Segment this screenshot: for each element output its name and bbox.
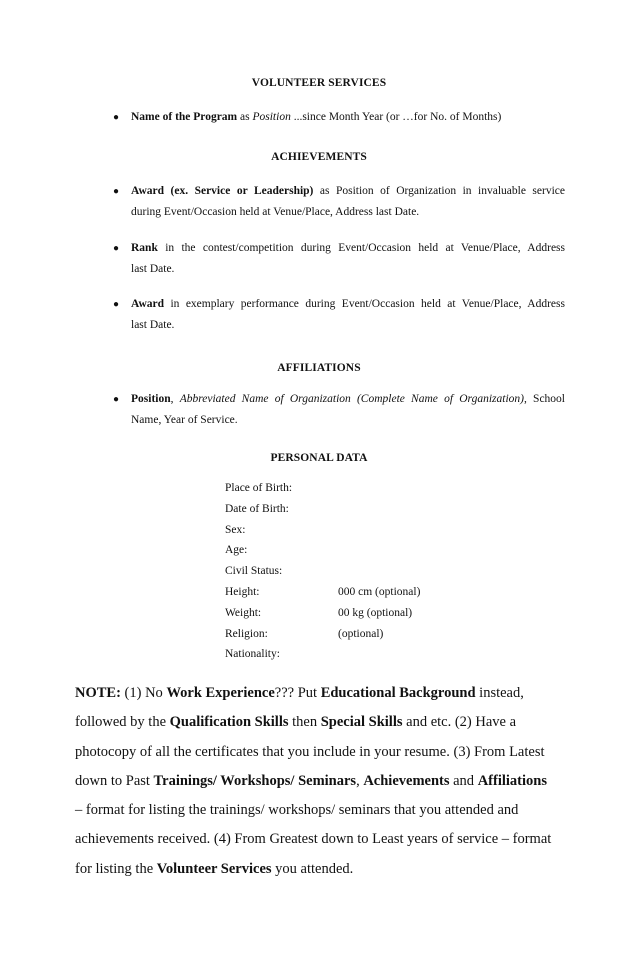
- note-text: for listing the: [75, 860, 157, 877]
- bullet-icon: ●: [113, 112, 120, 123]
- note-text: and etc. (2) Have a: [402, 714, 517, 731]
- personal-data-value: 000 cm (optional): [338, 585, 421, 598]
- note-text: then: [288, 714, 321, 731]
- achievement-title: Rank: [131, 242, 158, 254]
- note-text: and: [449, 772, 478, 789]
- affiliation-item: [113, 389, 565, 431]
- note-text: achievements received. (4) From Greatest down to Least years of service – format: [75, 831, 552, 848]
- note-text: you attended.: [271, 860, 354, 877]
- note-label: NOTE:: [75, 685, 121, 701]
- personal-data-heading: PERSONAL DATA: [270, 452, 368, 464]
- note-bold: Educational Background: [320, 685, 476, 701]
- personal-data-row: [225, 478, 525, 499]
- volunteer-item: [113, 107, 565, 128]
- affiliation-line2: Name, Year of Service.: [131, 414, 238, 426]
- volunteer-text-1: as: [237, 111, 253, 123]
- affiliation-comma: ,: [170, 393, 180, 405]
- note-text: followed by the: [75, 714, 170, 731]
- note-text: – format for listing the trainings/ workshops/ seminars that you attended and: [75, 802, 519, 819]
- personal-data-list: [225, 478, 525, 665]
- volunteer-item-text: [131, 107, 565, 128]
- achievement-title: Award (ex. Service or Leadership): [131, 185, 314, 197]
- personal-data-row: [225, 520, 525, 541]
- personal-data-row: [225, 582, 525, 603]
- personal-data-row: [225, 561, 525, 582]
- personal-data-row: [225, 624, 525, 645]
- personal-data-row: [225, 603, 525, 624]
- personal-data-value: 00 kg (optional): [338, 606, 413, 619]
- achievement-item: [113, 181, 565, 223]
- note-paragraph: [75, 679, 563, 884]
- achievement-line1: in exemplary performance during Event/Occasion held at Venue/Place, Address: [164, 298, 565, 310]
- volunteer-services-heading: VOLUNTEER SERVICES: [251, 77, 387, 89]
- achievements-heading: ACHIEVEMENTS: [271, 151, 367, 163]
- note-text: photocopy of all the certificates that you include in your resume. (3) From Latest: [75, 743, 545, 760]
- volunteer-position: Position: [252, 111, 291, 123]
- personal-data-label: Religion:: [225, 627, 268, 640]
- achievement-title: Award: [131, 298, 165, 310]
- note-bold: Affiliations: [477, 772, 547, 789]
- bullet-icon: ●: [113, 186, 120, 197]
- personal-data-row: [225, 644, 525, 665]
- affiliations-heading: AFFILIATIONS: [277, 362, 361, 374]
- note-text: (1) No: [120, 685, 167, 701]
- achievement-line1: in the contest/competition during Event/Occasion held at Venue/Place, Address: [157, 242, 565, 254]
- note-bold: Achievements: [363, 772, 450, 789]
- note-text: instead,: [475, 685, 524, 701]
- note-text: ,: [356, 772, 364, 789]
- note-bold: Trainings/ Workshops/ Seminars: [153, 772, 357, 789]
- bullet-icon: ●: [113, 243, 120, 254]
- affiliation-line1: , School: [523, 393, 566, 405]
- personal-data-label: Civil Status:: [225, 565, 283, 578]
- achievement-line1: as Position of Organization in invaluable service: [313, 185, 565, 197]
- achievement-item: [113, 294, 565, 336]
- personal-data-label: Height:: [225, 585, 260, 598]
- note-text: ??? Put: [274, 685, 321, 701]
- note-text: down to Past: [75, 772, 154, 789]
- personal-data-label: Sex:: [225, 523, 246, 536]
- personal-data-label: Nationality:: [225, 648, 280, 661]
- volunteer-text-2: ...since Month Year (or …for No. of Months): [290, 111, 502, 123]
- personal-data-label: Age:: [225, 544, 248, 557]
- note-bold: Work Experience: [166, 685, 275, 701]
- bullet-icon: ●: [113, 394, 120, 405]
- note-bold: Volunteer Services: [156, 860, 272, 877]
- personal-data-label: Weight:: [225, 606, 262, 619]
- program-name: Name of the Program: [131, 111, 238, 123]
- personal-data-label: Date of Birth:: [225, 502, 289, 515]
- affiliation-organization: Abbreviated Name of Organization (Complete Name of Organization): [179, 393, 524, 405]
- achievement-item: [113, 238, 565, 280]
- personal-data-label: Place of Birth:: [225, 482, 293, 494]
- achievement-line2: last Date.: [131, 263, 175, 275]
- achievement-line2: last Date.: [131, 319, 175, 331]
- personal-data-row: [225, 540, 525, 561]
- note-bold: Qualification Skills: [169, 714, 289, 731]
- achievement-line2: during Event/Occasion held at Venue/Place, Address last Date.: [131, 206, 420, 218]
- personal-data-value: (optional): [338, 627, 384, 640]
- note-bold: Special Skills: [320, 714, 403, 731]
- personal-data-row: [225, 499, 525, 520]
- affiliation-position: Position: [131, 393, 171, 405]
- bullet-icon: ●: [113, 299, 120, 310]
